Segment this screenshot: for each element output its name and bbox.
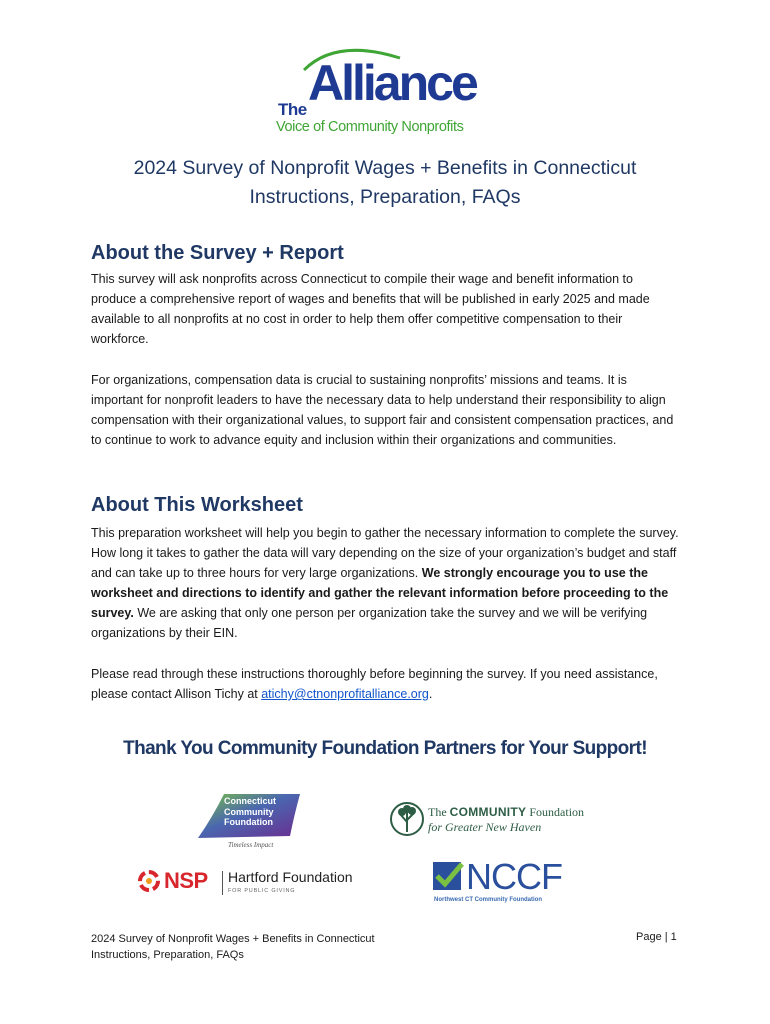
nccf-logo <box>432 856 572 910</box>
hartford-foundation-name: Hartford Foundation <box>228 869 353 885</box>
thanks-heading: Thank You Community Foundation Partners for Your Support! <box>123 738 647 759</box>
nsp-wordmark: NSP <box>164 868 208 893</box>
heading-about-survey: About the Survey + Report <box>91 242 344 264</box>
nsp-hartford-logo <box>138 866 358 902</box>
worksheet-text-start: This preparation worksheet will help you begin to gather the necessary information to complete the survey. How long it takes to gather the data will vary depending on the size of your organization’s budget and staff and can take up to three hours for very large organizations. <box>91 526 679 580</box>
cfgnh-line1 <box>428 805 584 820</box>
hartford-foundation-subtitle: FOR PUBLIC GIVING <box>228 888 296 894</box>
alliance-logo <box>276 44 496 140</box>
nccf-subtitle: Northwest CT Community Foundation <box>434 897 542 903</box>
footer-line1: 2024 Survey of Nonprofit Wages + Benefits in Connecticut <box>91 933 375 945</box>
contact-text-end: . <box>428 687 433 701</box>
ctcf-tagline: Timeless Impact <box>228 841 274 849</box>
page-number: Page | 1 <box>636 931 677 943</box>
tree-icon <box>390 802 424 836</box>
contact-email-link[interactable]: atichy@ctnonprofitalliance.org <box>261 687 429 701</box>
footer-title <box>91 931 375 963</box>
checkmark-icon <box>432 860 464 892</box>
logo-alliance-text: Alliance <box>308 55 476 111</box>
cfgnh-community: COMMUNITY <box>449 805 527 819</box>
worksheet-paragraph-2 <box>91 664 681 704</box>
cfgnh-foundation: Foundation <box>526 805 585 819</box>
ctcf-line3: Foundation <box>224 817 273 827</box>
ctcf-name <box>224 796 276 828</box>
nccf-wordmark: NCCF <box>466 856 562 897</box>
ctcf-line1: Connecticut <box>224 796 277 806</box>
nsp-divider <box>222 871 223 895</box>
cfgnh-logo <box>390 800 610 840</box>
nsp-swirl-icon <box>138 870 160 892</box>
worksheet-text-end: We are asking that only one person per organization take the survey and we will be verifying organizations by their EIN. <box>91 606 648 640</box>
cfgnh-the: The <box>428 805 450 819</box>
footer-line2: Instructions, Preparation, FAQs <box>91 949 244 961</box>
ctcf-logo <box>194 792 304 852</box>
worksheet-paragraph-1 <box>91 523 681 643</box>
about-survey-paragraph-2: For organizations, compensation data is crucial to sustaining nonprofits’ missions and teams. It is important for nonprofit leaders to have the necessary data to help understand their responsibility to align compensation with their organizational values, to support fair and consistent compensation practices, and to continue to work to advance equity and inclusion within their organizations and communities. <box>91 373 674 447</box>
logo-tagline: Voice of Community Nonprofits <box>276 119 464 135</box>
worksheet-emphasis: We strongly encourage you to use the worksheet and directions to identify and gather the relevant information before proceeding to the survey. <box>91 566 669 620</box>
document-title-line2: Instructions, Preparation, FAQs <box>249 186 521 208</box>
ctcf-line2: Community <box>224 806 274 817</box>
contact-text: Please read through these instructions thoroughly before beginning the survey. If you need assistance, please contact Allison Tichy at <box>91 667 658 701</box>
heading-about-worksheet: About This Worksheet <box>91 494 303 516</box>
about-survey-paragraph-1: This survey will ask nonprofits across Connecticut to compile their wage and benefit information to produce a comprehensive report of wages and benefits that will be published in early 2025 and made available to all nonprofits at no cost in order to help them offer competitive compensation to their workforce. <box>91 272 650 346</box>
document-title-line1: 2024 Survey of Nonprofit Wages + Benefits in Connecticut <box>133 157 637 179</box>
cfgnh-line2: for Greater New Haven <box>428 820 542 834</box>
logo-the-text: The <box>278 100 307 119</box>
